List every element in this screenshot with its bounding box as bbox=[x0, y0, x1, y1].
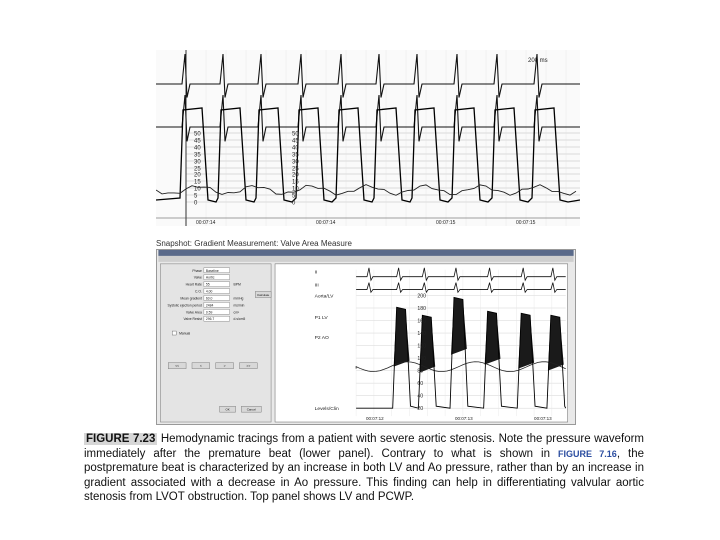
caption-text-part1: Hemodynamic tracings from a patient with severe aortic stenosis. Note the pressure waveform immediately after the premature beat (lower panel). Contrary to what is shown in bbox=[84, 433, 644, 460]
timestamp-label: 00:07:12 bbox=[366, 416, 384, 422]
trace-scale-value: 160 bbox=[417, 318, 426, 325]
form-field-label: Systolic ejection period bbox=[167, 303, 202, 308]
trace-scale-value: 120 bbox=[417, 343, 426, 350]
form-field-value: 60.0 bbox=[205, 296, 213, 301]
scale-value: 35 bbox=[194, 152, 201, 159]
top-panel-waveforms bbox=[156, 54, 580, 202]
scale-value: 20 bbox=[194, 172, 201, 179]
form-field-unit: d.s/cm5 bbox=[233, 317, 246, 322]
trace-scale-value: 40 bbox=[417, 393, 424, 400]
scale-value: 15 bbox=[194, 179, 201, 186]
form-field-value: 296.7 bbox=[205, 317, 215, 322]
timestamp-label: 00:07:15 bbox=[436, 220, 456, 226]
scale-value: 0 bbox=[194, 200, 198, 207]
inline-scale-value: 20 bbox=[292, 172, 299, 179]
trace-channel-label: III bbox=[314, 283, 319, 289]
nav-button-label: < bbox=[199, 364, 202, 369]
nav-button-label: << bbox=[175, 364, 180, 369]
form-field-unit: BPM bbox=[233, 282, 241, 287]
form-field-value: 4.00 bbox=[205, 289, 213, 294]
scale-value: 40 bbox=[194, 145, 201, 152]
timestamp-label: 00:07:14 bbox=[196, 220, 216, 226]
form-field-value: 0.59 bbox=[205, 310, 213, 315]
form-field-value: Baseline bbox=[205, 268, 219, 273]
scale-value: 45 bbox=[194, 138, 201, 145]
manual-checkbox[interactable] bbox=[172, 331, 176, 335]
form-field-label: C.O. bbox=[194, 289, 202, 294]
form-field-label: Valve bbox=[193, 275, 202, 280]
trace-channel-label: II bbox=[314, 270, 318, 276]
timestamp-label: 00:07:15 bbox=[516, 220, 536, 226]
bottom-panel-screenshot bbox=[156, 249, 576, 425]
form-field-value: 2484 bbox=[205, 303, 214, 308]
timestamp-label: 00:07:13 bbox=[454, 416, 473, 422]
trace-scale-value: 100 bbox=[417, 356, 426, 363]
scale-value: 25 bbox=[194, 166, 201, 173]
inline-scale-value: 35 bbox=[292, 152, 299, 159]
inline-scale-value: 5 bbox=[292, 193, 296, 200]
measurement-form bbox=[160, 264, 271, 422]
inline-scale-value: 50 bbox=[292, 131, 299, 138]
form-field-label: Phase bbox=[192, 268, 202, 273]
figure-caption bbox=[84, 432, 644, 505]
caption-text-part2: , the postpremature beat is characterized by an increase in both LV and Ao pressure, rather than by an increase in gradient associated with a decrease in Ao pressure. This finding can help in differentiating valvular aortic stenosis from LVOT obstruction. Top panel shows LV and PCWP. bbox=[84, 447, 644, 504]
figure-reference-link[interactable]: FIGURE 7.16 bbox=[557, 448, 617, 459]
form-field-label: Heart Rate bbox=[185, 282, 202, 287]
form-field-label: Mean gradient bbox=[180, 296, 202, 301]
ok-button-label: OK bbox=[225, 407, 230, 412]
trace-channel-label: Levels/Clin bbox=[314, 407, 339, 413]
window-toolbar bbox=[158, 256, 573, 262]
trace-channel-label: P2 AO bbox=[314, 335, 329, 341]
form-field-unit: mmHg bbox=[233, 296, 244, 301]
scale-value: 5 bbox=[194, 193, 198, 200]
form-field-unit: cm² bbox=[233, 310, 240, 315]
inline-scale-value: 45 bbox=[292, 138, 299, 145]
nav-button-label: >> bbox=[246, 364, 251, 369]
inline-scale-value: 40 bbox=[292, 145, 299, 152]
trace-scale-value: 60 bbox=[417, 381, 424, 388]
form-field-value: Aortic bbox=[205, 275, 215, 280]
scale-value: 30 bbox=[194, 159, 201, 166]
form-field-value: 55 bbox=[205, 282, 210, 287]
manual-checkbox-label: Manual bbox=[179, 331, 191, 336]
inline-scale-value: 25 bbox=[292, 166, 299, 173]
calculate-button-label: Calculate bbox=[257, 293, 270, 298]
timestamp-label: 00:07:14 bbox=[316, 220, 336, 226]
cancel-button-label: Cancel bbox=[246, 407, 256, 412]
trace-scale-value: 20 bbox=[417, 406, 424, 413]
ecg-lead-trace bbox=[156, 54, 580, 98]
trace-scale-value: 140 bbox=[417, 331, 426, 338]
trace-scale-value: 80 bbox=[417, 368, 424, 375]
form-field-label: Valve Area bbox=[185, 310, 202, 315]
figure-label: FIGURE 7.23 bbox=[86, 433, 156, 445]
trace-channel-label: P1 LV bbox=[314, 316, 328, 322]
nav-button-label: > bbox=[223, 364, 226, 369]
trace-scale-value: 200 bbox=[417, 293, 426, 300]
trace-scale-value: 180 bbox=[417, 305, 426, 312]
window-title-bar bbox=[158, 250, 573, 256]
scale-value: 10 bbox=[194, 186, 201, 193]
inline-scale-value: 0 bbox=[292, 200, 296, 207]
timestamp-label: 00:07:13 bbox=[534, 416, 552, 422]
top-panel-tracing bbox=[156, 50, 580, 226]
inline-scale-value: 10 bbox=[292, 186, 299, 193]
inline-scale-value: 15 bbox=[292, 179, 299, 186]
scale-value: 50 bbox=[194, 131, 201, 138]
inline-scale-value: 30 bbox=[292, 159, 299, 166]
trace-channel-label: Aorta/LV bbox=[314, 294, 334, 300]
top-scale-label: 200 ms bbox=[528, 58, 548, 64]
snapshot-title: Snapshot: Gradient Measurement: Valve Area Measure bbox=[156, 239, 352, 248]
form-field-unit: ms/min bbox=[233, 303, 245, 308]
form-field-label: Valve Resist bbox=[183, 317, 202, 322]
